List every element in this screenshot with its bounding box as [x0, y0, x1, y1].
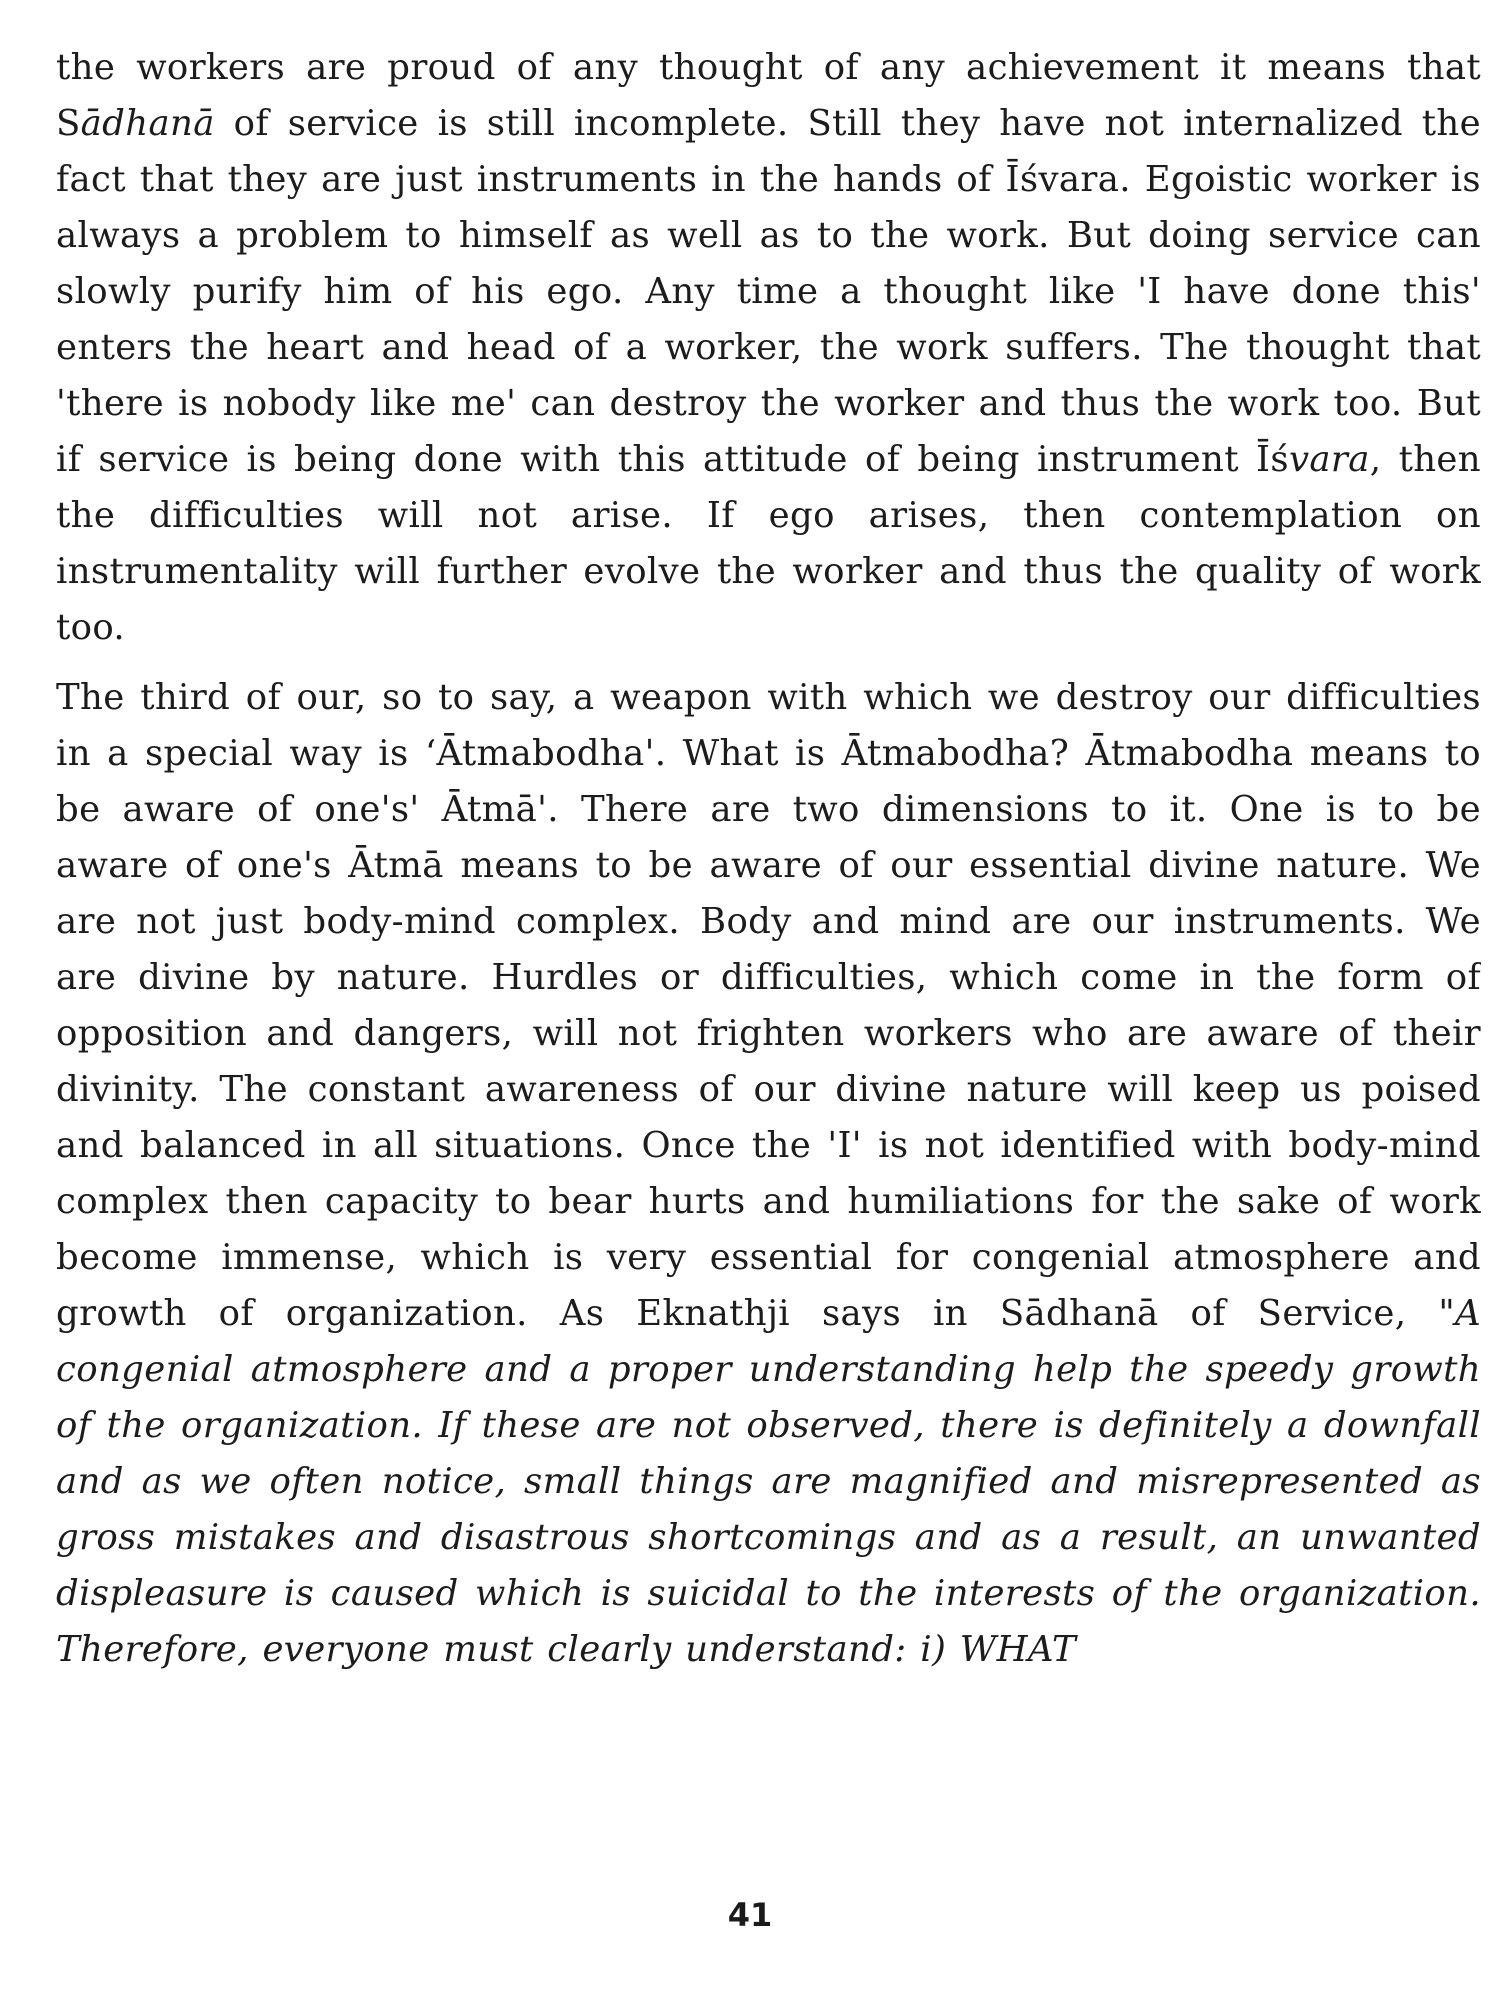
page-body [56, 40, 1481, 1880]
paragraph-1-italic-isvara: vara [1289, 439, 1370, 480]
paragraph-2-quotation: "A congenial atmosphere and a proper understanding help the speedy growth of the organization. If these are not observed, there is definitely a downfall and as we often notice, small things are magnified and misrepresented as gross mistakes and disastrous shortcomings and as a result, an unwanted displeasure is caused which is suicidal to the interests of the organization. Therefore, everyone must clearly understand: i) WHAT [56, 1293, 1481, 1670]
paragraph-1 [56, 40, 1481, 656]
page-number: 41 [727, 1896, 773, 1934]
paragraph-1-text: the workers are proud of any thought of any achievement it means that S [56, 47, 1481, 144]
paragraph-1-text-cont: of service is still incomplete. Still they have not internalized the fact that they are just instruments in the hands of Īśvara. Egoistic worker is always a problem to himself as well as to the work. But doing service can slowly purify him of his ego. Any time a thought like 'I have done this' enters the heart and head of a worker, the work suffers. The thought that 'there is nobody like me' can destroy the worker and thus the work too. But if service is being done with this attitude of being instrument Īś [56, 103, 1481, 480]
paragraph-2 [56, 670, 1481, 1678]
paragraph-1-text-end: , then the difficulties will not arise. If ego arises, then contemplation on instrumentality will further evolve the worker and thus the quality of work too. [56, 439, 1481, 648]
paragraph-2-text: The third of our, so to say, a weapon with which we destroy our difficulties in a special way is ‘Ātmabodha'. What is Ātmabodha? Ātmabodha means to be aware of one's' Ātmā'. There are two dimensions to it. One is to be aware of one's Ātmā means to be aware of our essential divine nature. We are not just body-mind complex. Body and mind are our instruments. We are divine by nature. Hurdles or difficulties, which come in the form of opposition and dangers, will not frighten workers who are aware of their divinity. The constant awareness of our divine nature will keep us poised and balanced in all situations. Once the 'I' is not identified with body-mind complex then capacity to bear hurts and humiliations for the sake of work become immense, which is very essential for congenial atmosphere and growth of organization. As Eknathji says in Sādhanā of Service, [56, 677, 1481, 1334]
paragraph-1-italic-sadhana: ādhanā [80, 103, 215, 144]
